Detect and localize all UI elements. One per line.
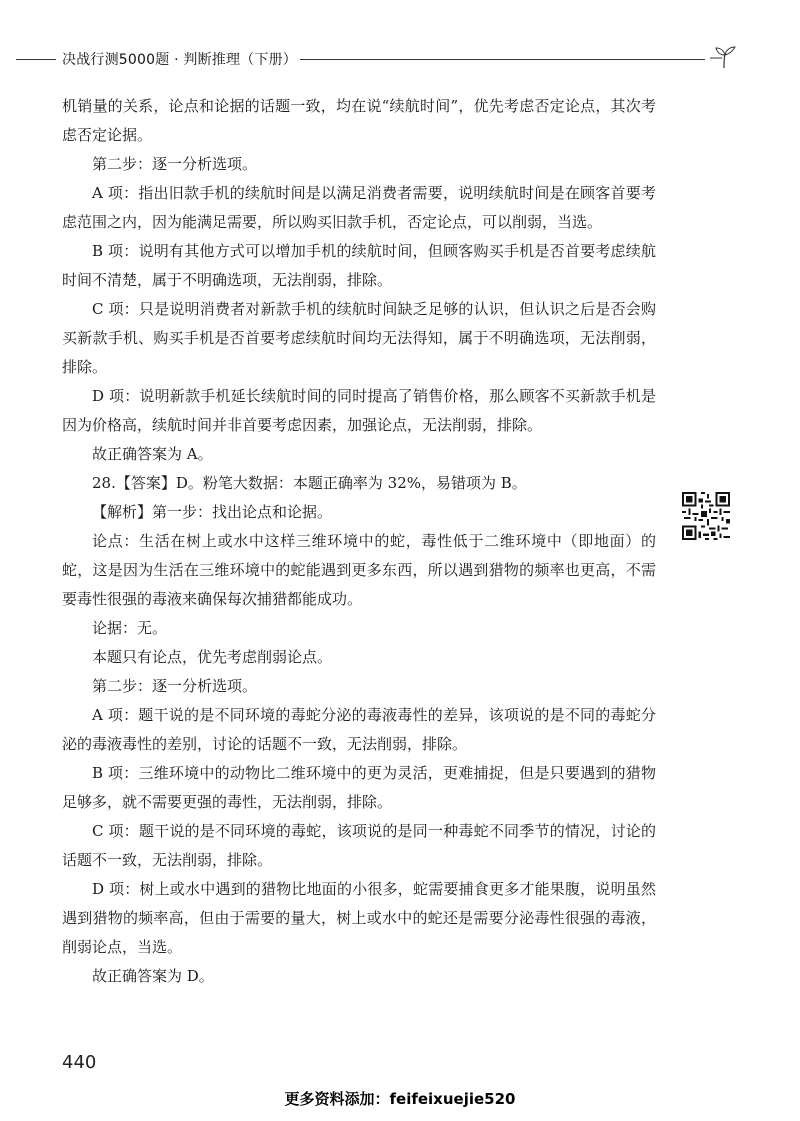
- qr-code-icon[interactable]: [680, 490, 732, 542]
- header-rule-right: [300, 59, 705, 60]
- paragraph: C 项：题干说的是不同环境的毒蛇，该项说的是同一种毒蛇不同季节的情况，讨论的话题不一致，无法削弱，排除。: [62, 822, 656, 869]
- body-text: [62, 92, 656, 991]
- paragraph: 论点：生活在树上或水中这样三维环境中的蛇，毒性低于二维环境中（即地面）的蛇，这是因为生活在三维环境中的蛇能遇到更多东西，所以遇到猎物的频率也更高，不需要毒性很强的毒液来确保每次捕猎都能成功。: [62, 532, 656, 608]
- paragraph: D 项：树上或水中遇到的猎物比地面的小很多，蛇需要捕食更多才能果腹，说明虽然遇到猎物的频率高，但由于需要的量大，树上或水中的蛇还是需要分泌毒性很强的毒液，削弱论点，当选。: [62, 880, 656, 956]
- paragraph: 机销量的关系，论点和论据的话题一致，均在说“续航时间”，优先考虑否定论点，其次考虑否定论据。: [62, 97, 656, 144]
- paragraph: 故正确答案为 A。: [92, 445, 213, 463]
- book-title: 决战行测5000题 · 判断推理（下册）: [62, 52, 297, 68]
- paragraph: 第二步：逐一分析选项。: [92, 677, 258, 695]
- paragraph: B 项：说明有其他方式可以增加手机的续航时间，但顾客购买手机是否首要考虑续航时间不清楚，属于不明确选项，无法削弱，排除。: [62, 242, 656, 289]
- header-rule-left: [16, 59, 56, 60]
- paragraph: 论据：无。: [92, 619, 168, 637]
- footer-note: 更多资料添加：feifeixuejie520: [284, 1090, 516, 1108]
- paragraph: 故正确答案为 D。: [92, 967, 214, 985]
- sprout-icon: [708, 46, 740, 70]
- paragraph: B 项：三维环境中的动物比二维环境中的更为灵活，更难捕捉，但是只要遇到的猎物足够多，就不需要更强的毒性，无法削弱，排除。: [62, 764, 656, 811]
- paragraph: 第二步：逐一分析选项。: [92, 155, 258, 173]
- page-number: 440: [62, 1052, 97, 1073]
- paragraph: A 项：指出旧款手机的续航时间是以满足消费者需要，说明续航时间是在顾客首要考虑范围之内，因为能满足需要，所以购买旧款手机，否定论点，可以削弱，当选。: [62, 184, 656, 231]
- paragraph: C 项：只是说明消费者对新款手机的续航时间缺乏足够的认识，但认识之后是否会购买新款手机、购买手机是否首要考虑续航时间均无法得知，属于不明确选项，无法削弱，排除。: [62, 300, 656, 376]
- analysis-heading: 【解析】第一步：找出论点和论据。: [92, 503, 333, 521]
- paragraph: D 项：说明新款手机延长续航时间的同时提高了销售价格，那么顾客不买新款手机是因为价格高，续航时间并非首要考虑因素，加强论点，无法削弱，排除。: [62, 387, 656, 434]
- paragraph: A 项：题干说的是不同环境的毒蛇分泌的毒液毒性的差异，该项说的是不同的毒蛇分泌的毒液毒性的差别，讨论的话题不一致，无法削弱，排除。: [62, 706, 656, 753]
- running-header: [0, 46, 800, 72]
- paragraph: 本题只有论点，优先考虑削弱论点。: [92, 648, 333, 666]
- answer-line: 28.【答案】D。粉笔大数据：本题正确率为 32%，易错项为 B。: [92, 474, 527, 492]
